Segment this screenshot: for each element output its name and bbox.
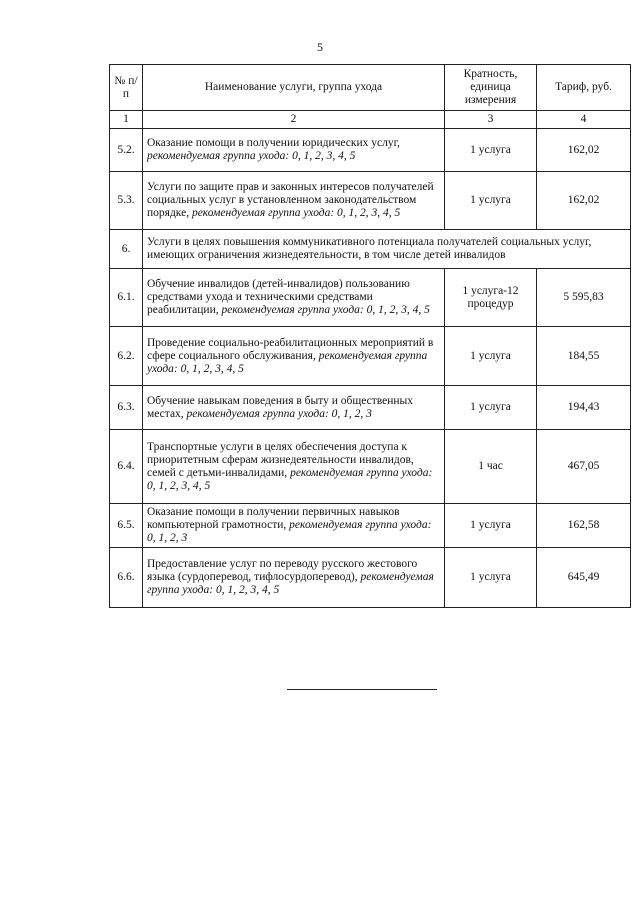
service-unit: 1 услуга — [445, 172, 537, 230]
row-number: 6.6. — [110, 548, 143, 608]
service-title: Транспортные услуги в целях обеспечения доступа к приоритетным сферам жизнедеятельности инвалидов, семей с детьми-инвалидами, — [147, 440, 414, 479]
header-price: Тариф, руб. — [537, 65, 631, 111]
table-row — [110, 269, 631, 327]
service-title: Оказание помощи в получении юридических услуг, — [147, 137, 400, 149]
table-row — [110, 386, 631, 430]
service-title: Предоставление услуг по переводу русского жестового языка (сурдоперевод, тифлосурдоперевод), — [147, 558, 418, 583]
table-row — [110, 430, 631, 504]
service-name — [143, 129, 445, 172]
column-index: 2 — [143, 111, 445, 129]
service-name — [143, 172, 445, 230]
row-number: 5.2. — [110, 129, 143, 172]
row-number: 5.3. — [110, 172, 143, 230]
service-unit: 1 услуга — [445, 327, 537, 386]
table-row — [110, 327, 631, 386]
row-number: 6.5. — [110, 504, 143, 548]
service-title: Обучение навыкам поведения в быту и общественных местах, — [147, 394, 414, 420]
service-name — [143, 548, 445, 608]
service-title: Обучение инвалидов (детей-инвалидов) пользованию средствами ухода и техническими средствами реабилитации, — [147, 278, 410, 316]
row-number: 6.2. — [110, 327, 143, 386]
header-num: № п/п — [110, 65, 143, 111]
service-name — [143, 327, 445, 386]
table-row — [110, 172, 631, 230]
header-unit: Кратность, единица измерения — [445, 65, 537, 111]
service-title: Оказание помощи в получении первичных навыков компьютерной грамотности, — [147, 506, 400, 531]
row-number: 6.4. — [110, 430, 143, 504]
service-name — [143, 430, 445, 504]
column-index: 1 — [110, 111, 143, 129]
service-title: Проведение социально-реабилитационных мероприятий в сфере социального обслуживания, — [147, 336, 434, 362]
row-number: 6.3. — [110, 386, 143, 430]
section-number: 6. — [110, 230, 143, 269]
table-row — [110, 129, 631, 172]
column-index: 3 — [445, 111, 537, 129]
service-price: 194,43 — [537, 386, 631, 430]
service-price: 5 595,83 — [537, 269, 631, 327]
table-header-row — [110, 65, 631, 111]
care-group: рекомендуемая группа ухода: 0, 1, 2, 3, 4, 5 — [221, 304, 430, 316]
service-price: 162,58 — [537, 504, 631, 548]
service-price: 162,02 — [537, 172, 631, 230]
page-number: 5 — [317, 40, 323, 54]
service-unit: 1 услуга — [445, 129, 537, 172]
care-group: рекомендуемая группа ухода: 0, 1, 2, 3, 4, 5 — [191, 207, 401, 219]
column-index: 4 — [537, 111, 631, 129]
care-group: рекомендуемая группа ухода: 0, 1, 2, 3, 4, 5 — [147, 466, 433, 492]
service-name — [143, 386, 445, 430]
care-group: рекомендуемая группа ухода: 0, 1, 2, 3, 4, 5 — [147, 349, 428, 375]
care-group: рекомендуемая группа ухода: 0, 1, 2, 3, 4, 5 — [147, 150, 356, 162]
row-number: 6.1. — [110, 269, 143, 327]
table-row — [110, 548, 631, 608]
care-group: рекомендуемая группа ухода: 0, 1, 2, 3, 4, 5 — [147, 571, 434, 596]
section-title: Услуги в целях повышения коммуникативного потенциала получателей социальных услуг, имеющих ограничения жизнедеятельности, в том числе детей инвалидов — [143, 230, 631, 269]
column-index-row — [110, 111, 631, 129]
service-unit: 1 услуга — [445, 386, 537, 430]
service-price: 184,55 — [537, 327, 631, 386]
tariff-table — [109, 64, 631, 608]
service-title: Услуги по защите прав и законных интересов получателей социальных услуг в установленном законодательством порядке, — [147, 181, 434, 219]
service-unit: 1 услуга — [445, 548, 537, 608]
service-price: 467,05 — [537, 430, 631, 504]
service-name — [143, 269, 445, 327]
service-unit: 1 час — [445, 430, 537, 504]
service-unit: 1 услуга — [445, 504, 537, 548]
footer-divider — [287, 689, 437, 690]
table-row — [110, 504, 631, 548]
care-group: рекомендуемая группа ухода: 0, 1, 2, 3 — [186, 407, 372, 420]
section-row — [110, 230, 631, 269]
care-group: рекомендуемая группа ухода: 0, 1, 2, 3 — [147, 519, 432, 544]
service-unit: 1 услуга-12 процедур — [445, 269, 537, 327]
service-price: 162,02 — [537, 129, 631, 172]
service-price: 645,49 — [537, 548, 631, 608]
header-name: Наименование услуги, группа ухода — [143, 65, 445, 111]
service-name — [143, 504, 445, 548]
